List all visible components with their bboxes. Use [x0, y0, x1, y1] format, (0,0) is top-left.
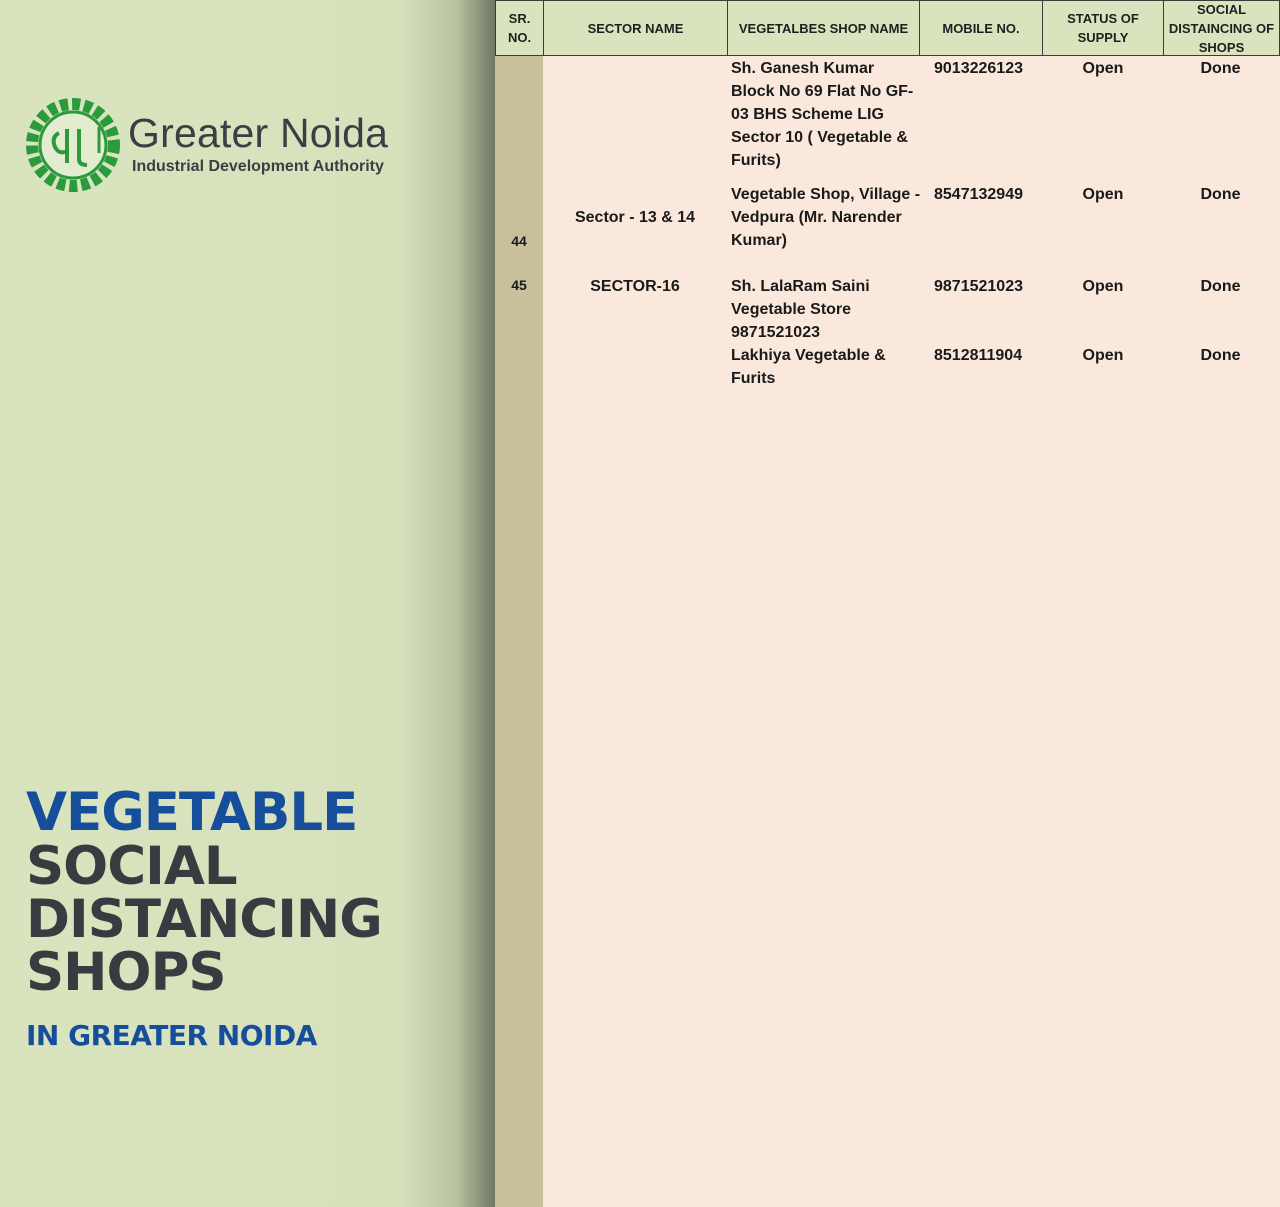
- sr-column-band: [495, 0, 543, 1207]
- table-row-3-status: Open: [1082, 278, 1124, 295]
- table-row-2-status: Open: [1082, 186, 1124, 203]
- table-row-4-status: Open: [1082, 347, 1124, 364]
- table-row-1-shop: Sh. Ganesh Kumar Block No 69 Flat No GF-03 BHS Scheme LIG Sector 10 ( Vegetable & Furits): [731, 60, 914, 169]
- table-row-1-status: Open: [1082, 60, 1124, 77]
- table-row-2-sector: Sector - 13 & 14: [574, 209, 696, 226]
- header-sr-no: SR. NO.: [495, 0, 544, 56]
- logo-subtitle: Industrial Development Authority: [132, 158, 384, 175]
- table-row-1-social: Done: [1200, 60, 1241, 77]
- table-row-3-shop: Sh. LalaRam Saini Vegetable Store 9871521023: [731, 278, 870, 341]
- header-social-distancing: SOCIAL DISTAINCING OF SHOPS: [1163, 0, 1280, 56]
- left-panel: [0, 0, 496, 1207]
- header-status-of-supply: STATUS OF SUPPLY: [1042, 0, 1164, 56]
- headline-block: [26, 782, 382, 1052]
- headline-social: SOCIAL: [26, 836, 237, 897]
- headline-shops: SHOPS: [26, 942, 226, 1003]
- header-mobile-no: MOBILE NO.: [919, 0, 1043, 56]
- table-row-1-mobile: 9013226123: [934, 60, 1023, 77]
- table-row-2-social: Done: [1200, 186, 1241, 203]
- gnida-logo: [24, 92, 444, 202]
- table-row-2-shop: Vegetable Shop, Village - Vedpura (Mr. Narender Kumar): [731, 186, 921, 249]
- table-row-2-sr: 44: [511, 233, 527, 249]
- table-row-4-mobile: 8512811904: [934, 347, 1023, 364]
- headline-vegetable: VEGETABLE: [26, 782, 358, 843]
- table-row-3-mobile: 9871521023: [934, 278, 1023, 295]
- table-row-3-social: Done: [1200, 278, 1241, 295]
- gnida-emblem-icon: [24, 92, 122, 198]
- table-row-2-mobile: 8547132949: [934, 186, 1023, 203]
- table-row-4-shop: Lakhiya Vegetable & Furits: [731, 347, 886, 387]
- table-row-4-social: Done: [1200, 347, 1241, 364]
- header-shop-name: VEGETALBES SHOP NAME: [727, 0, 920, 56]
- headline-distancing: DISTANCING: [26, 889, 382, 950]
- table-row-3-sr: 45: [511, 277, 527, 293]
- shops-table: [495, 0, 1280, 1207]
- logo-title: Greater Noida: [128, 110, 389, 156]
- header-sector-name: SECTOR NAME: [543, 0, 728, 56]
- headline-location: IN GREATER NOIDA: [26, 1019, 317, 1052]
- table-row-3-sector: SECTOR-16: [590, 278, 680, 295]
